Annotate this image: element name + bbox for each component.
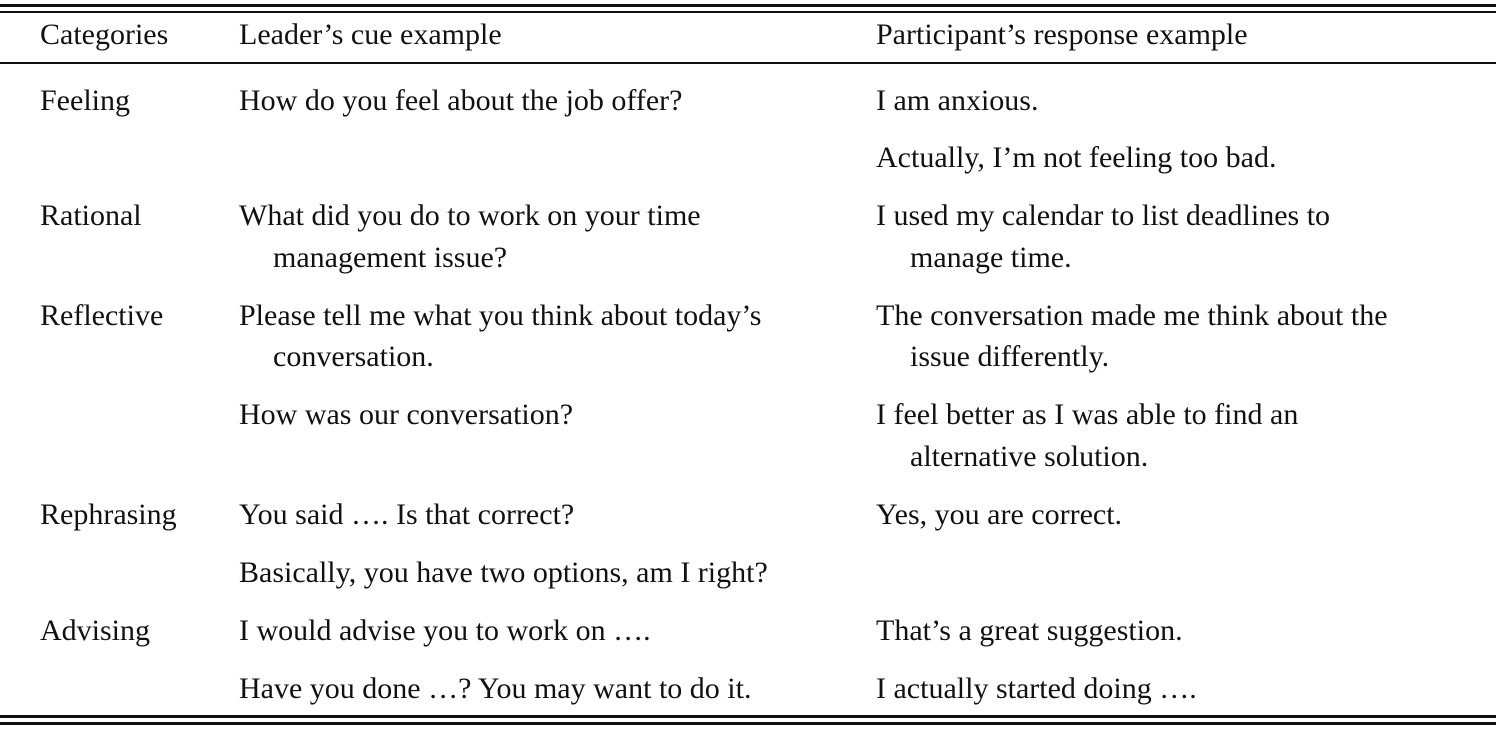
response-text: The conversation made me think about the bbox=[876, 299, 1388, 332]
cue-text: I would advise you to work on …. bbox=[239, 614, 651, 647]
response-text-continued: manage time. bbox=[910, 241, 1072, 274]
response-text: That’s a great suggestion. bbox=[876, 614, 1183, 647]
cue-text: What did you do to work on your time bbox=[239, 199, 701, 232]
response-text-continued: issue differently. bbox=[910, 340, 1110, 373]
response-text: I am anxious. bbox=[876, 84, 1039, 117]
cue-text: Basically, you have two options, am I right? bbox=[239, 556, 768, 589]
category-feeling: Feeling bbox=[40, 84, 130, 117]
category-rational: Rational bbox=[40, 199, 142, 232]
cue-text: Please tell me what you think about today’s bbox=[239, 299, 762, 332]
response-text: Yes, you are correct. bbox=[876, 498, 1123, 531]
category-advising: Advising bbox=[40, 614, 151, 647]
header-response: Participant’s response example bbox=[876, 18, 1248, 51]
cue-text: You said …. Is that correct? bbox=[239, 498, 575, 531]
top-rule-inner bbox=[0, 11, 1496, 13]
response-text: Actually, I’m not feeling too bad. bbox=[876, 141, 1277, 174]
response-text: I actually started doing …. bbox=[876, 672, 1197, 705]
cue-text: Have you done …? You may want to do it. bbox=[239, 672, 752, 705]
cue-text: How was our conversation? bbox=[239, 398, 574, 431]
cue-text-continued: conversation. bbox=[273, 340, 434, 373]
category-reflective: Reflective bbox=[40, 299, 164, 332]
response-text: I feel better as I was able to find an bbox=[876, 398, 1299, 431]
bottom-rule bbox=[0, 715, 1496, 718]
bottom-rule-outer bbox=[0, 722, 1496, 725]
top-rule bbox=[0, 4, 1496, 7]
cue-text-continued: management issue? bbox=[273, 241, 508, 274]
response-text-continued: alternative solution. bbox=[910, 440, 1149, 473]
cue-text: How do you feel about the job offer? bbox=[239, 84, 683, 117]
response-text: I used my calendar to list deadlines to bbox=[876, 199, 1331, 232]
header-rule bbox=[0, 62, 1496, 64]
header-cue: Leader’s cue example bbox=[239, 18, 502, 51]
header-categories: Categories bbox=[40, 18, 169, 51]
category-rephrasing: Rephrasing bbox=[40, 498, 177, 531]
